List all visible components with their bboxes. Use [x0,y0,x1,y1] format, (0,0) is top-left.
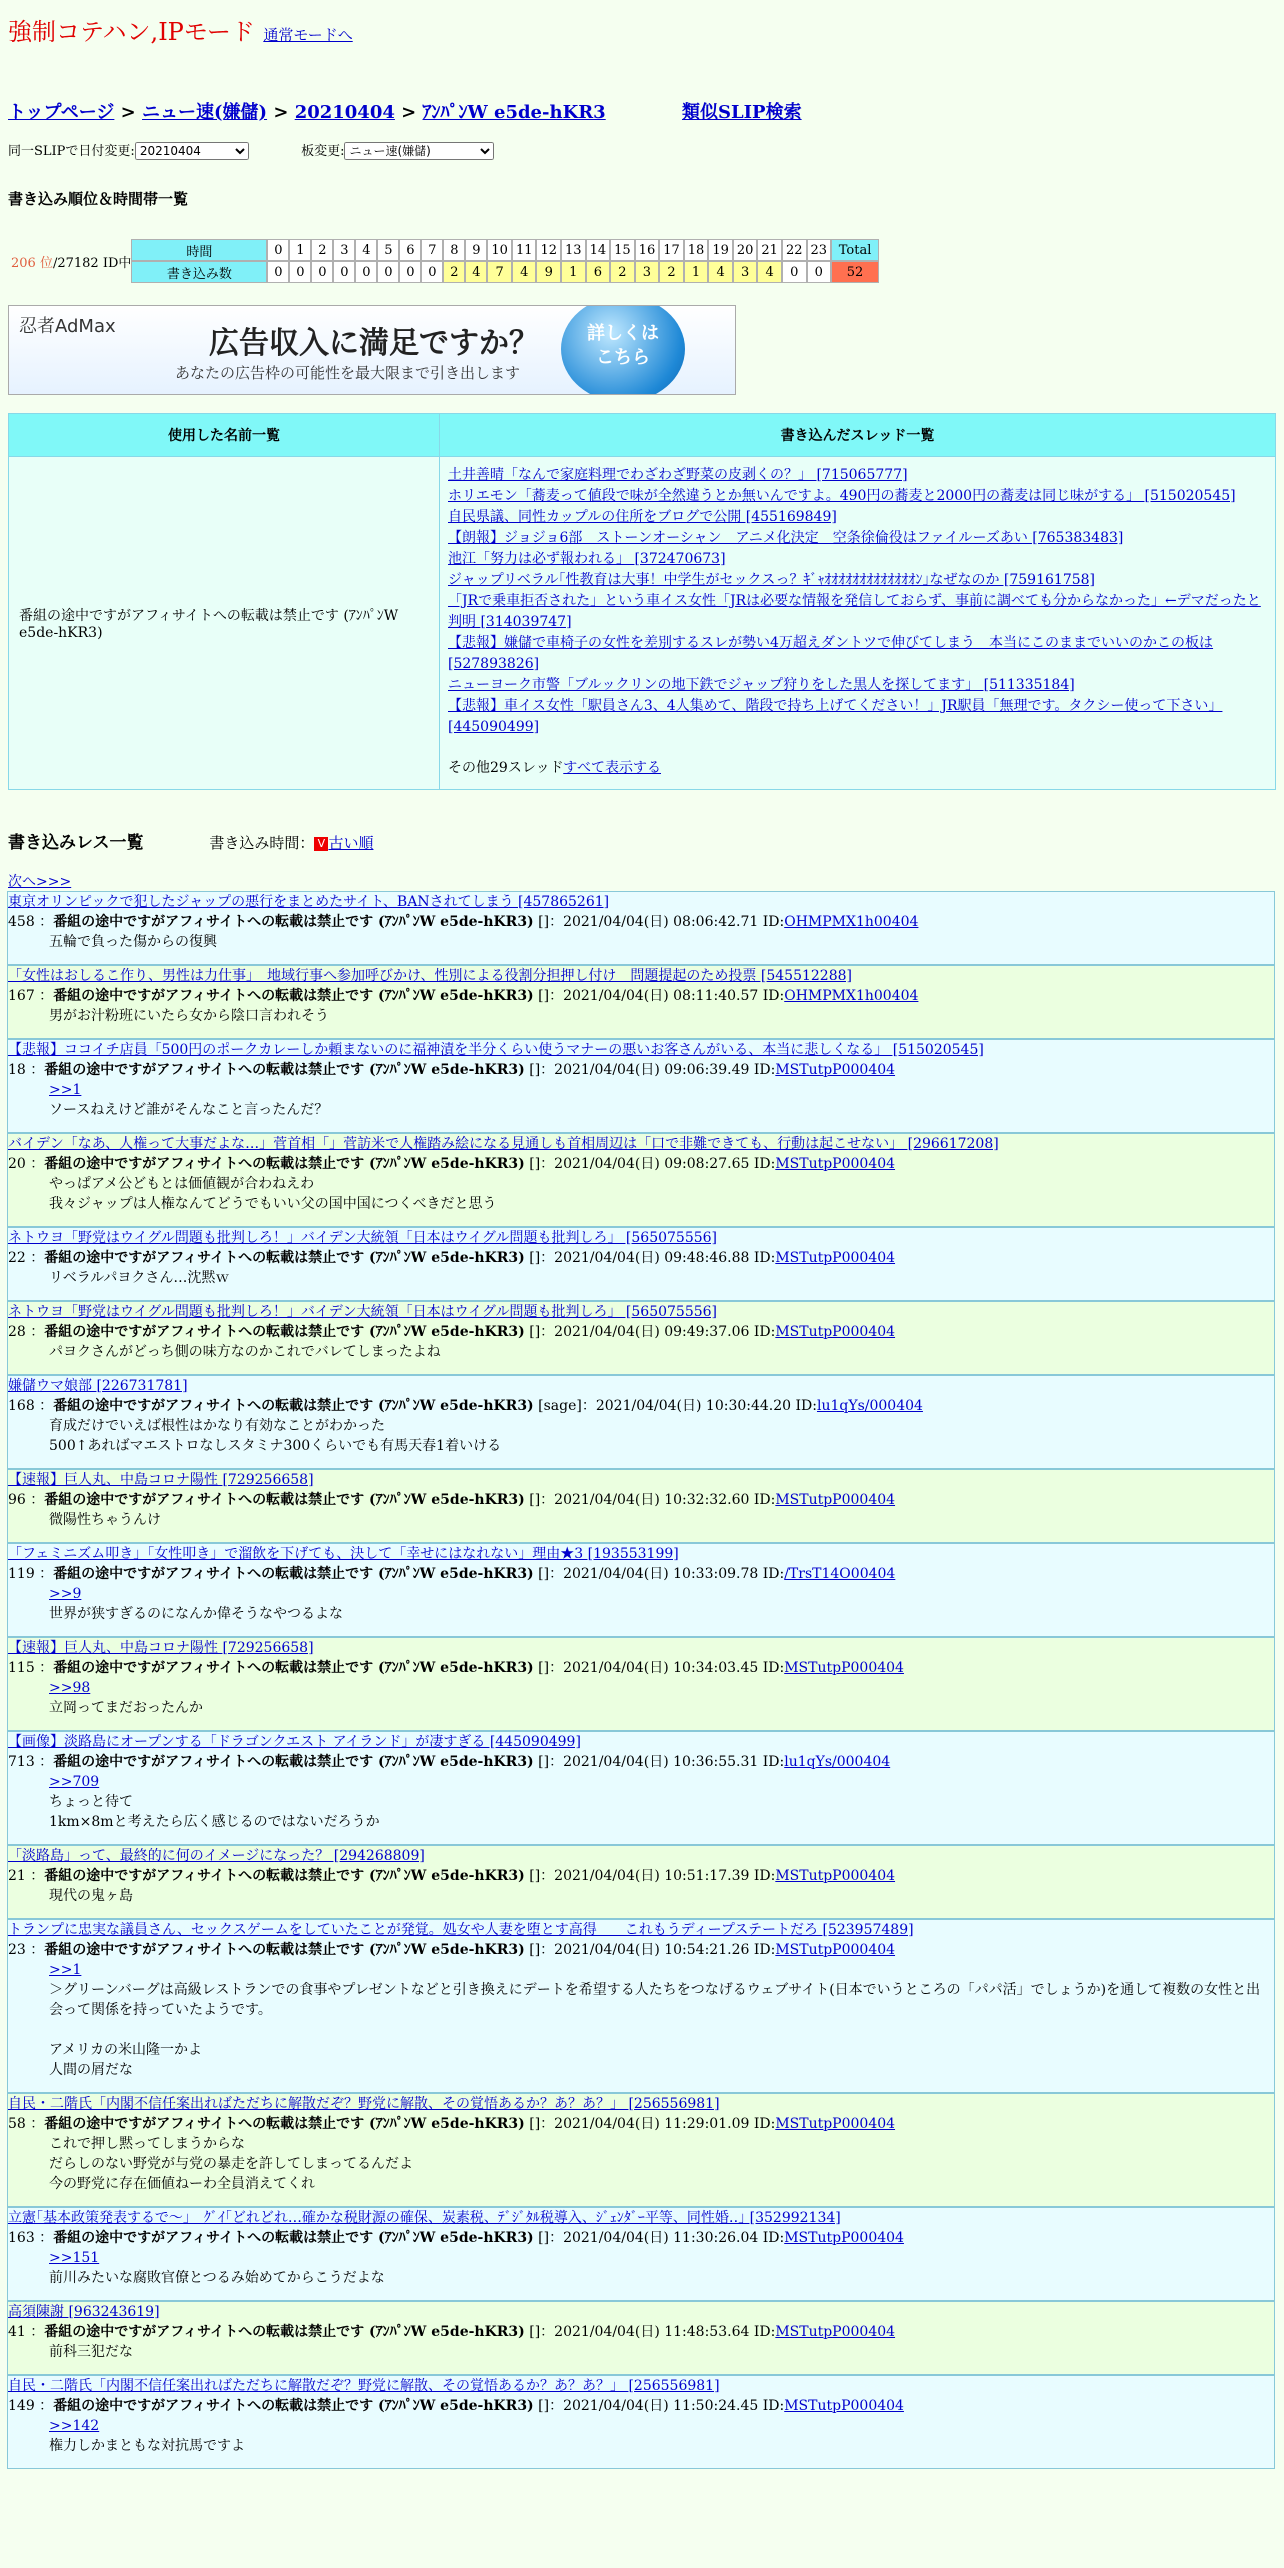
post-date: 2021/04/04(日) 10:54:21.26 [554,1942,750,1958]
post-id-link[interactable]: OHMPMX1h00404 [784,914,919,930]
thread-link[interactable]: 土井善晴「なんで家庭料理でわざわざ野菜の皮剥くの？」 [715065777] [448,467,908,483]
thread-list-item [448,591,1267,633]
post-id-link[interactable]: MSTutpP000404 [775,2116,896,2132]
post-meta: 96 ：番組の途中ですがアフィサイトへの転載は禁止です (ｱﾝﾊﾟﾝW e5de-hKR3) []：2021/04/04(日) 10:32:32.60 ID:MSTutpP000404 [8,1492,896,1508]
post-mail: [] [538,2230,550,2246]
hour-cell: 22 [782,239,807,261]
hour-cell: 4 [355,239,377,261]
post-meta: 21 ：番組の途中ですがアフィサイトへの転載は禁止です (ｱﾝﾊﾟﾝW e5de-hKR3) []：2021/04/04(日) 10:51:17.39 ID:MSTutpP000404 [8,1868,896,1884]
post-text-line: 微陽性ちゃうんけ [49,1512,161,1528]
thread-link[interactable]: ジャップリベラル｢性教育は大事！中学生がセックスっ？ｷﾞｬｵｵｵｵｵｵｵｵｵｵｵｵｵﾝ｣なぜなのか [759161758] [448,572,1095,588]
post-mail: [] [529,1868,541,1884]
used-name: 番組の途中ですがアフィサイトへの転載は禁止です (ｱﾝﾊﾟﾝW e5de-hKR3) [9,457,440,790]
breadcrumb-top[interactable]: トップページ [8,102,115,123]
thread-link[interactable]: 自民県議、同性カップルの住所をブログで公開 [455169849] [448,509,837,525]
post-item [7,2207,1275,2301]
post-author-name: 番組の途中ですがアフィサイトへの転載は禁止です (ｱﾝﾊﾟﾝW e5de-hKR3) [53,2230,534,2246]
post-mail: [] [538,1754,550,1770]
post-text-line: 五輪で負った傷からの復興 [49,934,217,950]
reply-anchor-link[interactable]: >>151 [49,2250,100,2266]
post-body [49,2248,1274,2288]
post-text-line: 前科三犯だな [49,2344,133,2360]
post-author-name: 番組の途中ですがアフィサイトへの転載は禁止です (ｱﾝﾊﾟﾝW e5de-hKR3) [44,1942,525,1958]
post-number: 20 [8,1156,26,1172]
post-mail: [] [538,1660,550,1676]
post-id-link[interactable]: /TrsT14O00404 [784,1566,896,1582]
post-author-name: 番組の途中ですがアフィサイトへの転載は禁止です (ｱﾝﾊﾟﾝW e5de-hKR3) [44,2324,525,2340]
post-meta: 149 ：番組の途中ですがアフィサイトへの転載は禁止です (ｱﾝﾊﾟﾝW e5de-hKR3) []：2021/04/04(日) 11:50:24.45 ID:MSTutpP000404 [8,2398,904,2414]
breadcrumb-name[interactable]: ｱﾝﾊﾟﾝW e5de-hKR3 [422,102,606,123]
count-cell: 0 [421,261,443,283]
thread-link[interactable]: 【朗報】ジョジョ6部 ストーンオーシャン アニメ化決定 空条徐倫役はファイルーズあい [765383483] [448,530,1124,546]
post-thread-link[interactable]: 東京オリンピックで犯したジャップの悪行をまとめたサイト、BANされてしまう [457865261] [8,894,610,910]
post-thread-link[interactable]: 高須陳謝 [963243619] [8,2304,160,2320]
rank-heading: 書き込み順位＆時間帯一覧 [8,190,189,208]
hour-cell: 3 [333,239,355,261]
post-text-line: 男がお汁粉班にいたら女から陰口言われそう [49,1008,329,1024]
post-body [49,2342,1274,2362]
post-meta: 41 ：番組の途中ですがアフィサイトへの転載は禁止です (ｱﾝﾊﾟﾝW e5de-hKR3) []：2021/04/04(日) 11:48:53.64 ID:MSTutpP000404 [8,2324,896,2340]
hour-cell: 8 [443,239,465,261]
hour-cell: 16 [635,239,660,261]
thread-link[interactable]: 【悲報】車イス女性「駅員さん3、4人集めて、階段で持ち上げてください！」JR駅員「無理です。タクシー使って下さい」 [445090499] [448,698,1223,735]
post-mail: [] [529,1492,541,1508]
post-id-link[interactable]: MSTutpP000404 [775,1324,896,1340]
post-body [49,1416,1274,1456]
post-mail: [] [538,914,550,930]
hour-cell: 12 [536,239,561,261]
post-author-name: 番組の途中ですがアフィサイトへの転載は禁止です (ｱﾝﾊﾟﾝW e5de-hKR3) [53,1660,534,1676]
post-body [49,1006,1274,1026]
more-threads: その他29スレッドすべて表示する [448,760,661,776]
post-item [7,1133,1275,1227]
post-number: 41 [8,2324,26,2340]
hour-cell: 10 [487,239,512,261]
post-number: 22 [8,1250,26,1266]
next-page-link[interactable]: 次へ>>> [8,874,72,890]
hour-cell: 5 [377,239,399,261]
post-thread-link[interactable]: 【速報】巨人丸、中島コロナ陽性 [729256658] [8,1640,314,1656]
post-item [7,2375,1275,2469]
post-number: 458 [8,914,35,930]
order-control: 書き込み時間： V 古い順 [209,834,374,852]
post-item [7,2093,1275,2207]
thread-link[interactable]: 「JRで乗車拒否された」という車イス女性「JRは必要な情報を発信しておらず、事前に調べても分からなかった」←デマだったと判明 [314039747] [448,593,1261,630]
thread-list-item [448,633,1267,675]
post-date: 2021/04/04(日) 11:50:24.45 [563,2398,759,2414]
post-date: 2021/04/04(日) 10:51:17.39 [554,1868,750,1884]
post-mail: [] [529,1156,541,1172]
post-item [7,1731,1275,1845]
post-number: 163 [8,2230,35,2246]
post-number: 58 [8,2116,26,2132]
thread-link[interactable]: ニューヨーク市警「ブルックリンの地下鉄でジャップ狩りをした黒人を探してます」 [511335184] [448,677,1075,693]
hour-cell: 14 [586,239,611,261]
post-body [49,1960,1274,2080]
hour-total-header: Total [831,239,879,261]
thread-link[interactable]: 【悲報】嫌儲で車椅子の女性を差別するスレが勢い4万超えダントツで伸びてしまう 本当にこのままでいいのかこの板は [527893826] [448,635,1214,672]
count-cell: 0 [377,261,399,283]
post-item [7,1919,1275,2093]
date-select[interactable] [135,142,249,160]
hour-cell: 7 [421,239,443,261]
count-cell: 2 [443,261,465,283]
hour-cell: 17 [659,239,684,261]
reply-anchor-link[interactable]: >>709 [49,1774,100,1790]
post-id-link[interactable]: MSTutpP000404 [775,1062,896,1078]
post-number: 21 [8,1868,26,1884]
post-author-name: 番組の途中ですがアフィサイトへの転載は禁止です (ｱﾝﾊﾟﾝW e5de-hKR3) [44,1868,525,1884]
names-column-header: 使用した名前一覧 [9,414,440,457]
post-id-link[interactable]: MSTutpP000404 [775,2324,896,2340]
board-change-label: 板変更: [301,144,345,159]
post-text-line: これで押し黙ってしまうからな [49,2136,245,2152]
hour-cell: 11 [512,239,537,261]
count-cell: 3 [635,261,660,283]
post-id-link[interactable]: lu1qYs/000404 [816,1398,923,1414]
post-meta: 168 ：番組の途中ですがアフィサイトへの転載は禁止です (ｱﾝﾊﾟﾝW e5de-hKR3) [sage]：2021/04/04(日) 10:30:44.20 ID:lu1qYs/000404 [8,1398,923,1414]
post-author-name: 番組の途中ですがアフィサイトへの転載は禁止です (ｱﾝﾊﾟﾝW e5de-hKR3) [53,1754,534,1770]
threads-column-header: 書き込んだスレッド一覧 [440,414,1276,457]
thread-list-item [448,528,1267,549]
post-thread-link[interactable]: 【悲報】ココイチ店員「500円のポークカレーしか頼まないのに福神漬を半分くらい使うマナーの悪いお客さんがいる、本当に悲しくなる」 [515020545] [8,1042,984,1058]
post-text-line: 世界が狭すぎるのになんか偉そうなやつるよな [49,1606,343,1622]
breadcrumb: トップページ > ニュー速(嫌儲) > 20210404 > ｱﾝﾊﾟﾝW e5de-hKR3 類似SLIP検索 [8,102,802,123]
ad-cta-button[interactable]: 詳しくは こちら [561,305,685,395]
post-date: 2021/04/04(日) 10:32:32.60 [554,1492,750,1508]
post-number: 23 [8,1942,26,1958]
post-body [49,1584,1274,1624]
post-author-name: 番組の途中ですがアフィサイトへの転載は禁止です (ｱﾝﾊﾟﾝW e5de-hKR3) [44,1062,525,1078]
rank-position: 206 位/27182 ID中 [11,255,132,271]
post-text-line [49,2020,1274,2040]
hour-cell: 13 [561,239,586,261]
hour-cell: 20 [733,239,758,261]
count-cell: 2 [659,261,684,283]
oldest-first-link[interactable]: 古い順 [328,834,374,852]
post-thread-link[interactable]: 自民・二階氏「内閣不信任案出ればただちに解散だぞ？野党に解散、その覚悟あるか？あ？あ？」 [256556981] [8,2096,720,2112]
post-meta: 22 ：番組の途中ですがアフィサイトへの転載は禁止です (ｱﾝﾊﾟﾝW e5de-hKR3) []：2021/04/04(日) 09:48:46.88 ID:MSTutpP000404 [8,1250,896,1266]
post-date: 2021/04/04(日) 10:30:44.20 [595,1398,792,1414]
post-body [49,1342,1274,1362]
post-body [49,1174,1274,1214]
hour-cell: 9 [465,239,487,261]
post-author-name: 番組の途中ですがアフィサイトへの転載は禁止です (ｱﾝﾊﾟﾝW e5de-hKR3) [44,1492,525,1508]
post-item [7,1301,1275,1375]
count-cell: 0 [807,261,832,283]
post-date: 2021/04/04(日) 10:33:09.78 [563,1566,759,1582]
post-thread-link[interactable]: ネトウヨ「野党はウイグル問題も批判しろ！」バイデン大統領「日本はウイグル問題も批判しろ」 [565075556] [8,1304,718,1320]
post-mail: [] [529,2324,541,2340]
post-text-line: 人間の屑だな [49,2062,133,2078]
post-author-name: 番組の途中ですがアフィサイトへの転載は禁止です (ｱﾝﾊﾟﾝW e5de-hKR3) [44,2116,525,2132]
post-item [7,1227,1275,1301]
post-author-name: 番組の途中ですがアフィサイトへの転載は禁止です (ｱﾝﾊﾟﾝW e5de-hKR3) [44,1156,525,1172]
hour-cell: 21 [757,239,782,261]
count-cell: 4 [757,261,782,283]
count-cell: 4 [512,261,537,283]
post-date: 2021/04/04(日) 09:49:37.06 [554,1324,750,1340]
thread-list-item [448,570,1267,591]
post-id-link[interactable]: MSTutpP000404 [775,1868,896,1884]
post-list [8,891,1276,2469]
post-text-line: 現代の鬼ヶ島 [49,1888,133,1904]
thread-list-item [448,486,1267,507]
thread-list-item [448,507,1267,528]
breadcrumb-board[interactable]: ニュー速(嫌儲) [142,102,268,123]
post-text-line: 我々ジャップは人権なんてどうでもいい父の国中国につくべきだと思う [49,1196,497,1212]
count-cell: 0 [311,261,333,283]
post-date: 2021/04/04(日) 08:11:40.57 [563,988,759,1004]
ad-banner[interactable] [8,305,736,395]
mode-title: 強制コテハン,IPモード [8,18,255,46]
post-text-line: 立岡ってまだおったんか [49,1700,203,1716]
post-text-line: だらしのない野党が与党の暴走を許してしまってるんだよ [49,2156,413,2172]
thread-list-item [448,549,1267,570]
post-text-line: ＞グリーンバーグは高級レストランでの食事やプレゼントなどと引き換えにデートを希望する人たちをつなげるウェブサイト(日本でいうところの「パパ活」でしょうか)を通して複数の女性と出会って関係を持っていたようです。 [49,1982,1261,2018]
thread-link[interactable]: 池江「努力は必ず報われる」 [372470673] [448,551,726,567]
post-meta: 115 ：番組の途中ですがアフィサイトへの転載は禁止です (ｱﾝﾊﾟﾝW e5de-hKR3) []：2021/04/04(日) 10:34:03.45 ID:MSTutpP000404 [8,1660,904,1676]
post-item [7,1375,1275,1469]
posts-heading [8,828,1276,853]
post-number: 119 [8,1566,35,1582]
board-select[interactable] [344,142,494,160]
count-cell: 9 [536,261,561,283]
sort-icon: V [314,837,328,851]
post-mail: [sage] [538,1398,582,1414]
post-number: 168 [8,1398,35,1414]
post-date: 2021/04/04(日) 11:48:53.64 [554,2324,750,2340]
post-mail: [] [538,2398,550,2414]
post-id-link[interactable]: MSTutpP000404 [775,1250,896,1266]
count-cell: 0 [782,261,807,283]
admax-logo: 忍者AdMax [19,316,116,337]
post-number: 167 [8,988,35,1004]
post-date: 2021/04/04(日) 11:30:26.04 [563,2230,759,2246]
post-text-line: ソースねえけど誰がそんなこと言ったんだ？ [49,1102,329,1118]
post-thread-link[interactable]: ネトウヨ「野党はウイグル問題も批判しろ！」バイデン大統領「日本はウイグル問題も批判しろ」 [565075556] [8,1230,718,1246]
hour-cell: 18 [684,239,709,261]
hour-cell: 6 [399,239,421,261]
post-date: 2021/04/04(日) 11:29:01.09 [554,2116,750,2132]
count-cell: 0 [267,261,289,283]
post-body [49,1510,1274,1530]
count-cell: 7 [487,261,512,283]
post-meta: 20 ：番組の途中ですがアフィサイトへの転載は禁止です (ｱﾝﾊﾟﾝW e5de-hKR3) []：2021/04/04(日) 09:08:27.65 ID:MSTutpP000404 [8,1156,896,1172]
post-mail: [] [538,1566,550,1582]
post-item [7,1543,1275,1637]
post-id-link[interactable]: MSTutpP000404 [784,2398,904,2414]
post-thread-link[interactable]: 「女性はおしるこ作り、男性は力仕事」 地域行事へ参加呼びかけ、性別による役割分担押し付け 問題提起のため投票 [545512288] [8,968,852,984]
post-thread-link[interactable]: 「フェミニズム叩き」「女性叩き」で溜飲を下げても、決して「幸せにはなれない」理由★3 [193553199] [8,1546,679,1562]
post-meta: 458 ：番組の途中ですがアフィサイトへの転載は禁止です (ｱﾝﾊﾟﾝW e5de-hKR3) []：2021/04/04(日) 08:06:42.71 ID:OHMPMX1h00404 [8,914,919,930]
post-number: 713 [8,1754,35,1770]
post-date: 2021/04/04(日) 10:36:55.31 [563,1754,759,1770]
post-item [7,1637,1275,1731]
post-thread-link[interactable]: バイデン「なあ、人権って大事だよな…」菅首相「」菅訪米で人権踏み絵になる見通しも首相周辺は「口で非難できても、行動は起こせない」 [296617208] [8,1136,999,1152]
hour-cell: 2 [311,239,333,261]
post-text-line: パヨクさんがどっち側の味方なのかこれでバレてしまったよね [49,1344,441,1360]
post-id-link[interactable]: OHMPMX1h00404 [784,988,919,1004]
reply-anchor-link[interactable]: >>142 [49,2418,100,2434]
post-mail: [] [538,988,550,1004]
count-cell: 1 [684,261,709,283]
thread-list-item [448,696,1267,738]
mode-bar [8,12,1276,46]
post-item [7,1039,1275,1133]
post-body [49,1080,1274,1120]
post-text-line: 500↑あればマエストロなしスタミナ300くらいでも有馬天春1着いける [49,1438,502,1454]
post-number: 18 [8,1062,26,1078]
post-body [49,1772,1274,1832]
thread-link[interactable]: ホリエモン「蕎麦って値段で味が全然違うとか無いんですよ。490円の蕎麦と2000円の蕎麦は同じ味がする」 [515020545] [448,488,1236,504]
reply-anchor-link[interactable]: >>9 [49,1586,82,1602]
post-author-name: 番組の途中ですがアフィサイトへの転載は禁止です (ｱﾝﾊﾟﾝW e5de-hKR3) [53,914,534,930]
reply-anchor-link[interactable]: >>98 [49,1680,91,1696]
post-mail: [] [529,1250,541,1266]
post-number: 96 [8,1492,26,1508]
post-id-link[interactable]: MSTutpP000404 [775,1492,896,1508]
post-text-line: アメリカの米山隆一かよ [49,2042,203,2058]
post-thread-link[interactable]: 嫌儲ウマ娘部 [226731781] [8,1378,188,1394]
post-mail: [] [529,1062,541,1078]
count-cell: 4 [708,261,733,283]
post-meta: 18 ：番組の途中ですがアフィサイトへの転載は禁止です (ｱﾝﾊﾟﾝW e5de-hKR3) []：2021/04/04(日) 09:06:39.49 ID:MSTutpP000404 [8,1062,896,1078]
post-id-link[interactable]: lu1qYs/000404 [784,1754,891,1770]
hour-cell: 1 [289,239,311,261]
post-item [7,965,1275,1039]
hour-cell: 15 [610,239,635,261]
similar-slip-search-link[interactable]: 類似SLIP検索 [681,102,802,123]
reply-anchor-link[interactable]: >>1 [49,1082,82,1098]
post-meta: 28 ：番組の途中ですがアフィサイトへの転載は禁止です (ｱﾝﾊﾟﾝW e5de-hKR3) []：2021/04/04(日) 09:49:37.06 ID:MSTutpP000404 [8,1324,896,1340]
hour-cell: 0 [267,239,289,261]
ad-headline: 広告収入に満足ですか？ [209,326,539,361]
post-date: 2021/04/04(日) 08:06:42.71 [563,914,759,930]
rank-table [8,239,879,283]
post-meta: 58 ：番組の途中ですがアフィサイトへの転載は禁止です (ｱﾝﾊﾟﾝW e5de-hKR3) []：2021/04/04(日) 11:29:01.09 ID:MSTutpP000404 [8,2116,896,2132]
post-text-line: 1km×8mと考えたら広く感じるのではないだろうか [49,1814,380,1830]
count-cell: 0 [399,261,421,283]
post-text-line: リベラルパヨクさん…沈黙ｗ [49,1270,230,1286]
post-text-line: ちょっと待て [49,1794,133,1810]
post-body [49,2416,1274,2456]
thread-list-item [448,465,1267,486]
post-text-line: 今の野党に存在価値ねーわ全員消えてくれ [49,2176,315,2192]
post-number: 28 [8,1324,26,1340]
post-item [7,891,1275,965]
count-cell: 3 [733,261,758,283]
count-total: 52 [831,261,879,283]
post-date: 2021/04/04(日) 10:34:03.45 [563,1660,759,1676]
post-body [49,1678,1274,1718]
post-date: 2021/04/04(日) 09:48:46.88 [554,1250,750,1266]
post-text-line: 育成だけでいえば根性はかなり有効なことがわかった [49,1418,385,1434]
post-meta: 167 ：番組の途中ですがアフィサイトへの転載は禁止です (ｱﾝﾊﾟﾝW e5de-hKR3) []：2021/04/04(日) 08:11:40.57 ID:OHMPMX1h00404 [8,988,919,1004]
post-text-line: 権力しかまともな対抗馬ですよ [49,2438,245,2454]
post-id-link[interactable]: MSTutpP000404 [784,1660,904,1676]
thread-list-item [448,675,1267,696]
count-cell: 2 [610,261,635,283]
post-number: 115 [8,1660,35,1676]
posts-title: 書き込みレス一覧 [8,833,144,853]
count-cell: 6 [586,261,611,283]
post-text-line: やっぱアメ公どもとは価値観が合わねえわ [49,1176,315,1192]
post-author-name: 番組の途中ですがアフィサイトへの転載は禁止です (ｱﾝﾊﾟﾝW e5de-hKR3) [53,2398,534,2414]
count-cell: 0 [289,261,311,283]
breadcrumb-date[interactable]: 20210404 [294,102,395,123]
post-thread-link[interactable]: 「淡路島」って、最終的に何のイメージになった？ [294268809] [8,1848,425,1864]
post-author-name: 番組の途中ですがアフィサイトへの転載は禁止です (ｱﾝﾊﾟﾝW e5de-hKR3) [53,1398,534,1414]
post-meta: 163 ：番組の途中ですがアフィサイトへの転載は禁止です (ｱﾝﾊﾟﾝW e5de-hKR3) []：2021/04/04(日) 11:30:26.04 ID:MSTutpP000404 [8,2230,904,2246]
normal-mode-link[interactable]: 通常モードへ [263,26,353,44]
show-all-threads-link[interactable]: すべて表示する [563,760,661,776]
post-meta: 713 ：番組の途中ですがアフィサイトへの転載は禁止です (ｱﾝﾊﾟﾝW e5de-hKR3) []：2021/04/04(日) 10:36:55.31 ID:lu1qYs/000404 [8,1754,891,1770]
post-thread-link[interactable]: 立憲｢基本政策発表するで～｣ ｸﾞｲ｢どれどれ…確かな税財源の確保、炭素税、ﾃﾞｼﾞﾀﾙ税導入、ｼﾞｪﾝﾀﾞｰ平等、同性婚‥｣ [352992134] [8,2210,841,2226]
post-body [49,932,1274,952]
post-thread-link[interactable]: 【速報】巨人丸、中島コロナ陽性 [729256658] [8,1472,314,1488]
post-body [49,1886,1274,1906]
post-thread-link[interactable]: トランプに忠実な議員さん、セックスゲームをしていたことが発覚。処女や人妻を堕とす高得 これもうディープステートだろ [523957489] [8,1922,914,1938]
post-mail: [] [529,1942,541,1958]
post-id-link[interactable]: MSTutpP000404 [775,1156,896,1172]
post-meta: 23 ：番組の途中ですがアフィサイトへの転載は禁止です (ｱﾝﾊﾟﾝW e5de-hKR3) []：2021/04/04(日) 10:54:21.26 ID:MSTutpP000404 [8,1942,896,1958]
post-mail: [] [529,2116,541,2132]
post-id-link[interactable]: MSTutpP000404 [775,1942,896,1958]
post-author-name: 番組の途中ですがアフィサイトへの転載は禁止です (ｱﾝﾊﾟﾝW e5de-hKR3) [44,1324,525,1340]
post-item [7,1845,1275,1919]
post-author-name: 番組の途中ですがアフィサイトへの転載は禁止です (ｱﾝﾊﾟﾝW e5de-hKR3) [44,1250,525,1266]
hour-cell: 19 [708,239,733,261]
post-item [7,1469,1275,1543]
count-cell: 0 [355,261,377,283]
post-thread-link[interactable]: 【画像】淡路島にオープンする「ドラゴンクエスト アイランド」が凄すぎる [445090499] [8,1734,581,1750]
post-meta: 119 ：番組の途中ですがアフィサイトへの転載は禁止です (ｱﾝﾊﾟﾝW e5de-hKR3) []：2021/04/04(日) 10:33:09.78 ID:/TrsT14O00404 [8,1566,896,1582]
post-number: 149 [8,2398,35,2414]
post-body [49,1268,1274,1288]
thread-list [440,457,1276,790]
date-change-label: 同一SLIPで日付変更: [8,144,135,159]
reply-anchor-link[interactable]: >>1 [49,1962,82,1978]
post-author-name: 番組の途中ですがアフィサイトへの転載は禁止です (ｱﾝﾊﾟﾝW e5de-hKR3) [53,1566,534,1582]
selector-row [8,140,1276,160]
count-cell: 1 [561,261,586,283]
names-threads-table [8,413,1276,790]
time-label: 時間 [131,239,267,261]
post-author-name: 番組の途中ですがアフィサイトへの転載は禁止です (ｱﾝﾊﾟﾝW e5de-hKR3) [53,988,534,1004]
hour-cell: 23 [807,239,832,261]
post-mail: [] [529,1324,541,1340]
count-cell: 4 [465,261,487,283]
post-item [7,2301,1275,2375]
ad-subtext: あなたの広告枠の可能性を最大限まで引き出します [175,364,521,382]
post-thread-link[interactable]: 自民・二階氏「内閣不信任案出ればただちに解散だぞ？野党に解散、その覚悟あるか？あ？あ？」 [256556981] [8,2378,720,2394]
count-label: 書き込み数 [131,261,267,283]
post-id-link[interactable]: MSTutpP000404 [784,2230,904,2246]
post-date: 2021/04/04(日) 09:08:27.65 [554,1156,750,1172]
next-page-link-wrap [8,871,1276,891]
post-text-line: 前川みたいな腐敗官僚とつるみ始めてからこうだよな [49,2270,385,2286]
count-cell: 0 [333,261,355,283]
post-body [49,2134,1274,2194]
post-date: 2021/04/04(日) 09:06:39.49 [554,1062,750,1078]
